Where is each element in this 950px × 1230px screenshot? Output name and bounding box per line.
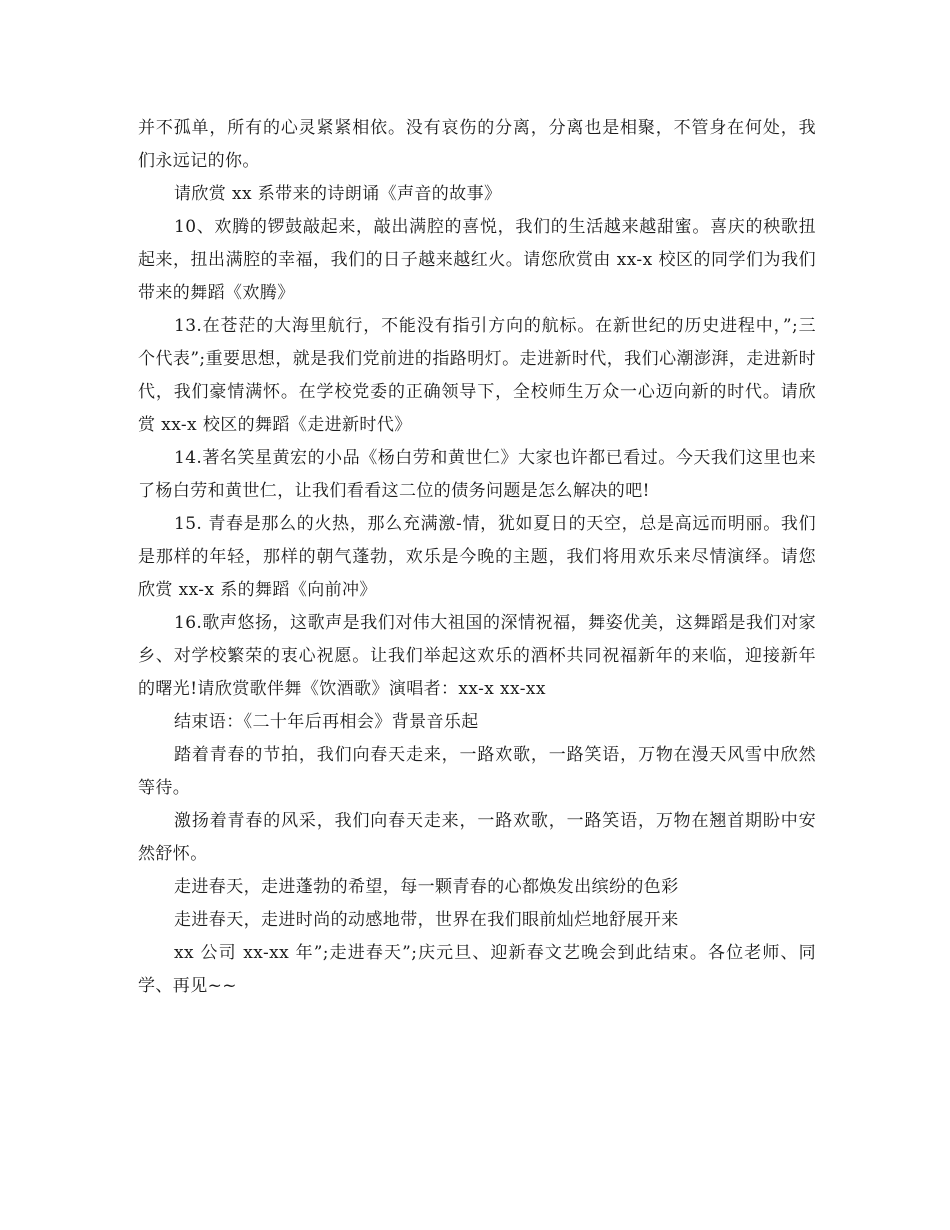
paragraph-5: 14.著名笑星黄宏的小品《杨白劳和黄世仁》大家也许都已看过。今天我们这里也来了杨白劳和黄世仁，让我们看看这二位的债务问题是怎么解决的吧!	[138, 448, 816, 501]
paragraph-3: 10、欢腾的锣鼓敲起来，敲出满腔的喜悦，我们的生活越来越甜蜜。喜庆的秧歌扭起来，扭出满腔的幸福，我们的日子越来越红火。请您欣赏由 xx-x 校区的同学们为我们带来的舞蹈《欢腾》	[138, 217, 816, 303]
paragraph-10: 激扬着青春的风采，我们向春天走来，一路欢歌，一路笑语，万物在翘首期盼中安然舒怀。	[138, 811, 816, 864]
paragraph-9: 踏着青春的节拍，我们向春天走来，一路欢歌，一路笑语，万物在漫天风雪中欣然等待。	[138, 745, 816, 798]
paragraph-6: 15. 青春是那么的火热，那么充满激-情，犹如夏日的天空，总是高远而明丽。我们是那样的年轻，那样的朝气蓬勃，欢乐是今晚的主题，我们将用欢乐来尽情演绎。请您欣赏 xx-x 系的舞蹈《向前冲》	[138, 514, 816, 600]
paragraph-11: 走进春天，走进蓬勃的希望，每一颗青春的心都焕发出缤纷的色彩	[174, 877, 679, 897]
document-page	[138, 112, 816, 1003]
paragraph-1: 并不孤单，所有的心灵紧紧相依。没有哀伤的分离，分离也是相聚，不管身在何处，我们永远记的你。	[138, 118, 816, 171]
paragraph-7: 16.歌声悠扬，这歌声是我们对伟大祖国的深情祝福，舞姿优美，这舞蹈是我们对家乡、对学校繁荣的衷心祝愿。让我们举起这欢乐的酒杯共同祝福新年的来临，迎接新年的曙光!请欣赏歌伴舞《饮酒歌》演唱者：xx-x xx-xx	[138, 613, 816, 699]
paragraph-2: 请欣赏 xx 系带来的诗朗诵《声音的故事》	[174, 184, 502, 204]
paragraph-4: 13.在苍茫的大海里航行，不能没有指引方向的航标。在新世纪的历史进程中，”;三个代表”;重要思想，就是我们党前进的指路明灯。走进新时代，我们心潮澎湃，走进新时代，我们豪情满怀。在学校党委的正确领导下，全校师生万众一心迈向新的时代。请欣赏 xx-x 校区的舞蹈《走进新时代》	[138, 316, 816, 435]
paragraph-12: 走进春天，走进时尚的动感地带，世界在我们眼前灿烂地舒展开来	[174, 910, 679, 930]
paragraph-8: 结束语：《二十年后再相会》背景音乐起	[174, 712, 479, 732]
paragraph-13: xx 公司 xx-xx 年”;走进春天”;庆元旦、迎新春文艺晚会到此结束。各位老师、同学、再见~~	[138, 943, 816, 996]
